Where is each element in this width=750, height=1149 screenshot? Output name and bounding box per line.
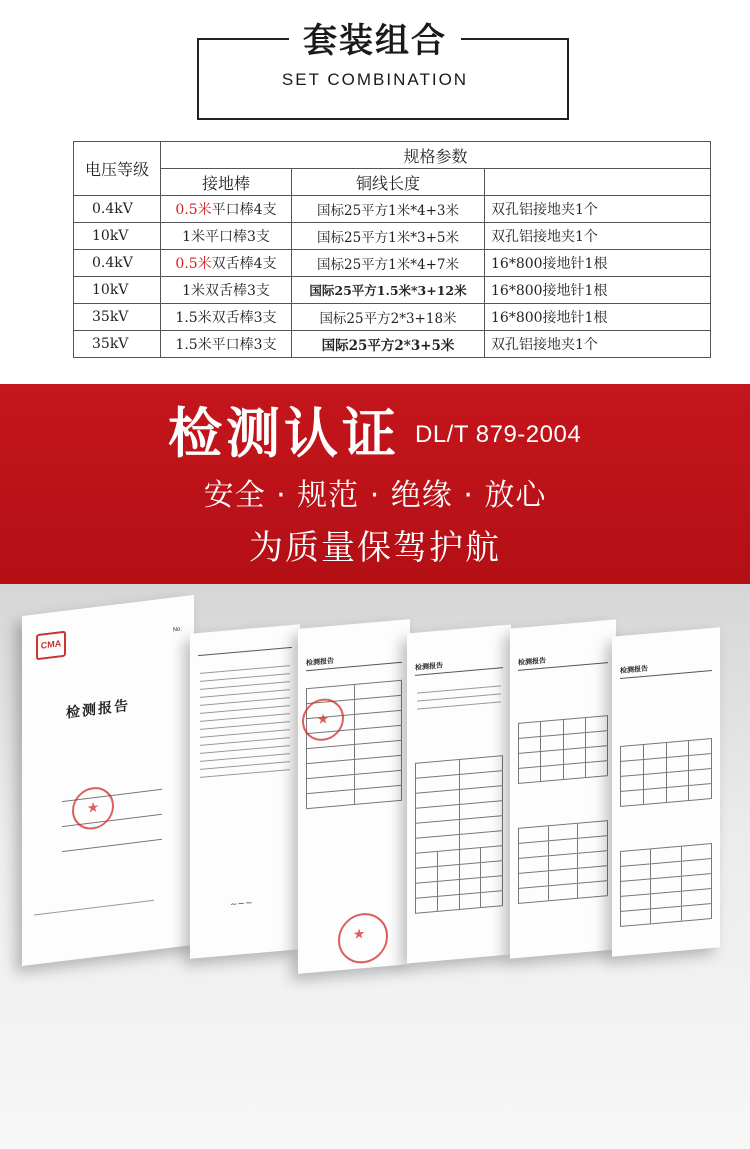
rod-desc: 双舌棒4支 (211, 256, 277, 272)
section-subtitle: SET COMBINATION (281, 70, 469, 89)
cell-wire: 国标25平方1米*4+3米 (292, 196, 485, 223)
cell-rod (161, 196, 292, 223)
banner-title: 检测认证 (168, 402, 400, 465)
cell-voltage: 35kV (74, 304, 161, 331)
red-seal-icon (72, 785, 114, 832)
report-cover-page (22, 595, 194, 966)
cma-logo: CMA (36, 631, 66, 661)
header-voltage: 电压等级 (74, 142, 161, 196)
cell-wire: 国标25平方1米*4+7米 (292, 250, 485, 277)
page-subtitle: 检测报告 (306, 656, 334, 668)
spec-table (73, 141, 711, 358)
table-row (74, 196, 711, 223)
page-rule (198, 647, 292, 656)
rod-length-highlight: 0.5米 (175, 256, 212, 272)
banner-slogan: 安全 · 规范 · 绝缘 · 放心 (203, 478, 547, 513)
banner-standard: DL/T 879-2004 (415, 421, 582, 448)
cell-wire: 国际25平方2*3+5米 (292, 331, 485, 358)
table-subheader-row (74, 169, 711, 196)
report-page (612, 627, 720, 956)
cell-voltage: 10kV (74, 223, 161, 250)
report-page (510, 619, 616, 958)
report-table (518, 820, 608, 904)
page-subtitle: 检测报告 (620, 664, 648, 676)
page-subtitle: 检测报告 (518, 656, 546, 667)
table-row (74, 304, 711, 331)
report-table (415, 755, 503, 914)
cell-clamp: 双孔铝接地夹1个 (485, 223, 711, 250)
cell-clamp: 双孔铝接地夹1个 (485, 196, 711, 223)
page-subtitle: 检测报告 (415, 661, 443, 672)
red-seal-icon (338, 911, 388, 965)
cell-rod (161, 223, 292, 250)
table-row (74, 277, 711, 304)
header-clamp (485, 169, 711, 196)
cell-clamp: 16*800接地针1根 (485, 304, 711, 331)
cell-clamp: 16*800接地针1根 (485, 250, 711, 277)
cell-wire: 国标25平方1米*3+5米 (292, 223, 485, 250)
rod-desc: 1.5米双舌棒3支 (175, 310, 277, 326)
cell-voltage: 35kV (74, 331, 161, 358)
cover-footer-lines (34, 900, 154, 923)
report-cover-title: 检测报告 (66, 697, 130, 722)
cell-wire: 国际25平方1.5米*3+12米 (292, 277, 485, 304)
section-title: 套装组合 (289, 20, 461, 62)
cell-clamp: 16*800接地针1根 (485, 277, 711, 304)
text-lines (417, 685, 501, 716)
table-row (74, 223, 711, 250)
cell-voltage: 10kV (74, 277, 161, 304)
title-wrap (0, 20, 750, 62)
report-number: No: (172, 626, 182, 634)
header-rod: 接地棒 (161, 169, 292, 196)
red-seal-icon (302, 697, 344, 743)
banner-tagline: 为质量保驾护航 (249, 528, 501, 568)
rod-desc: 1米平口棒3支 (182, 229, 270, 245)
table-header-row (74, 142, 711, 169)
report-page (190, 624, 300, 959)
header-wire: 铜线长度 (292, 169, 485, 196)
rod-desc: 1.5米平口棒3支 (175, 337, 277, 353)
report-page (298, 619, 410, 974)
report-table (518, 715, 608, 784)
report-documents (0, 584, 750, 1149)
cover-field-line (62, 839, 162, 852)
report-page (407, 624, 511, 963)
cell-voltage: 0.4kV (74, 196, 161, 223)
report-table (620, 738, 712, 807)
cell-voltage: 0.4kV (74, 250, 161, 277)
cell-rod (161, 304, 292, 331)
cell-clamp: 双孔铝接地夹1个 (485, 331, 711, 358)
cell-rod (161, 250, 292, 277)
cell-wire: 国标25平方2*3+18米 (292, 304, 485, 331)
certification-banner (0, 384, 750, 584)
header-spec: 规格参数 (161, 142, 711, 169)
cell-rod (161, 277, 292, 304)
cell-rod (161, 331, 292, 358)
report-table (620, 843, 712, 927)
table-row (74, 250, 711, 277)
rod-desc: 1米双舌棒3支 (182, 283, 270, 299)
signature-icon: ~~~ (230, 898, 253, 911)
rod-length-highlight: 0.5米 (175, 202, 212, 218)
table-row (74, 331, 711, 358)
rod-desc: 平口棒4支 (211, 202, 277, 218)
text-lines (200, 665, 290, 785)
